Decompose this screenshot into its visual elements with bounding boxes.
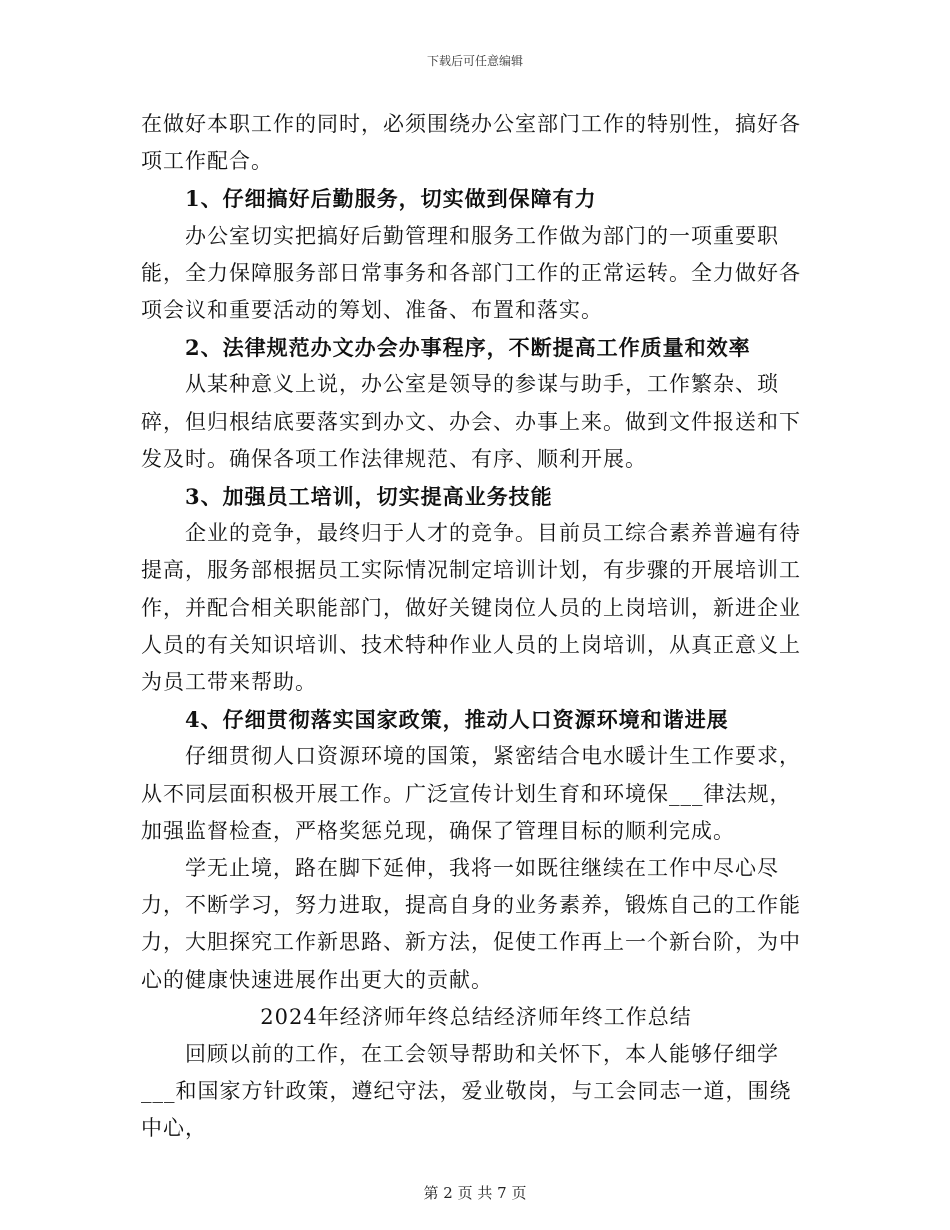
paragraph-section-4: 仔细贯彻人口资源环境的国策，紧密结合电水暖计生工作要求，从不同层面积极开展工作。广泛宣传计划生育和环境保___律法规，加强监督检查，严格奖惩兑现，确保了管理目标的顺利完成。 (141, 744, 801, 843)
paragraph-closing: 学无止境，路在脚下延伸，我将一如既往继续在工作中尽心尽力，不断学习，努力进取，提高自身的业务素养，锻炼自己的工作能力，大胆探究工作新思路、新方法，促使工作再上一个新台阶，为中心的健康快速进展作出更大的贡献。 (141, 856, 801, 992)
section-heading-4: 4、仔细贯彻落实国家政策，推动人口资源环境和谐进展 (185, 707, 729, 733)
section-heading-2: 2、法律规范办文办会办事程序，不断提高工作质量和效率 (185, 335, 751, 361)
page-number: 第 2 页 共 7 页 (423, 1184, 527, 1202)
document-title: 2024年经济师年终总结经济师年终工作总结 (260, 1004, 692, 1029)
document-body (141, 106, 811, 1148)
paragraph-section-3: 企业的竞争，最终归于人才的竞争。目前员工综合素养普遍有待提高，服务部根据员工实际情况制定培训计划，有步骤的开展培训工作，并配合相关职能部门，做好关键岗位人员的上岗培训，新进企业人员的有关知识培训、技术特种作业人员的上岗培训，从真正意义上为员工带来帮助。 (141, 521, 801, 695)
page-header-note: 下载后可任意编辑 (426, 54, 523, 68)
section-heading-1: 1、仔细搞好后勤服务，切实做到保障有力 (185, 186, 597, 212)
paragraph-section-1: 办公室切实把搞好后勤管理和服务工作做为部门的一项重要职能，全力保障服务部日常事务和各部门工作的正常运转。全力做好各项会议和重要活动的筹划、准备、布置和落实。 (141, 223, 801, 323)
paragraph-section-2: 从某种意义上说，办公室是领导的参谋与助手，工作繁杂、琐碎，但归根结底要落实到办文、办会、办事上来。做到文件报送和下发及时。确保各项工作法律规范、有序、顺利开展。 (141, 372, 801, 471)
section-heading-3: 3、加强员工培训，切实提高业务技能 (185, 484, 553, 510)
paragraph-intro: 在做好本职工作的同时，必须围绕办公室部门工作的特别性，搞好各项工作配合。 (141, 112, 801, 174)
paragraph-review: 回顾以前的工作，在工会领导帮助和关怀下，本人能够仔细学___和国家方针政策，遵纪守法，爱业敬岗，与工会同志一道，围绕中心， (141, 1042, 792, 1141)
